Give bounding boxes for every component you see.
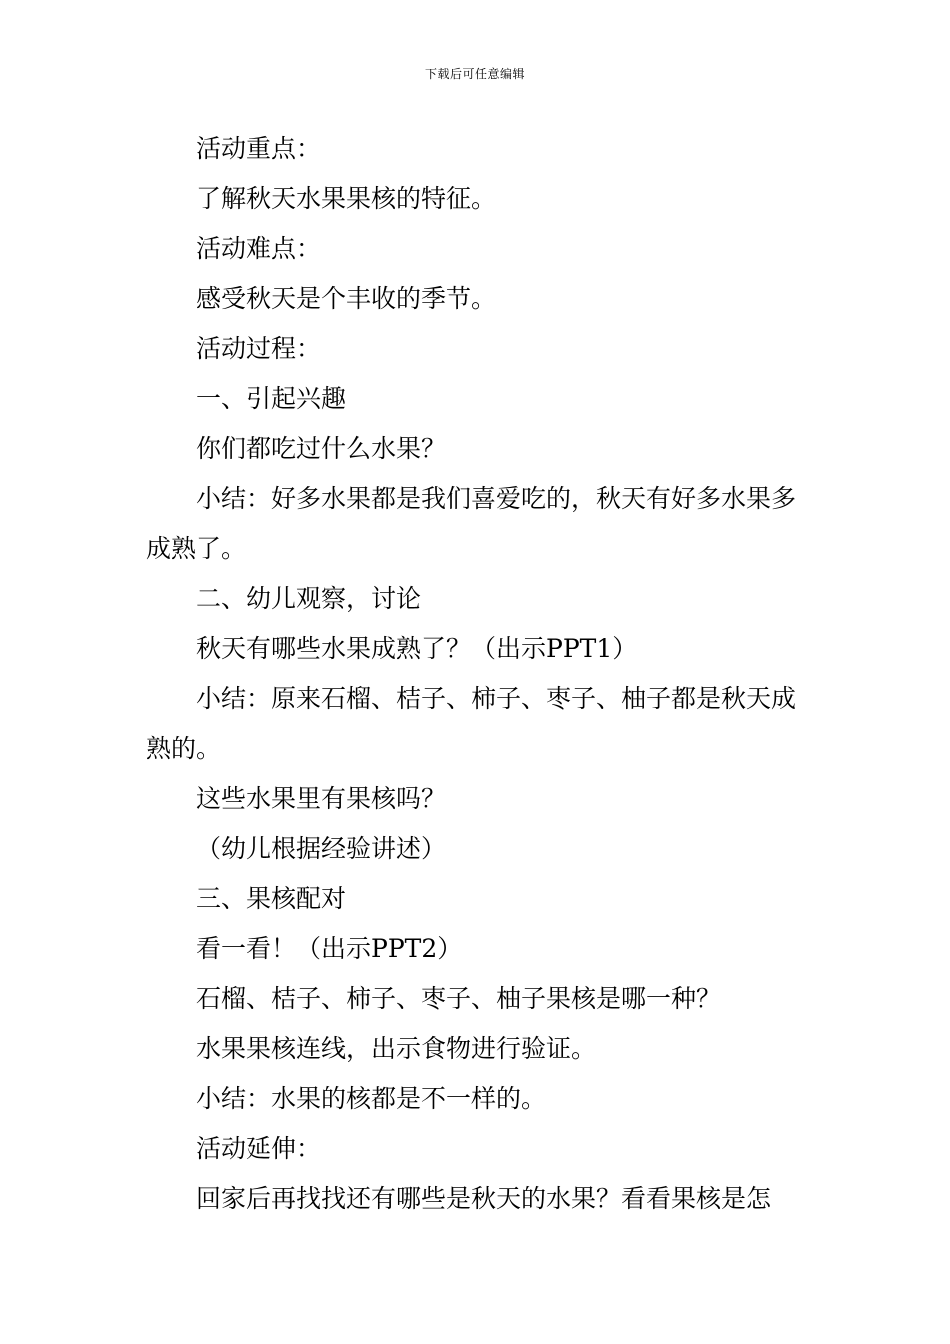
paragraph: 这些水果里有果核吗？ bbox=[196, 784, 447, 813]
document-body bbox=[146, 124, 812, 1224]
paragraph: 活动延伸： bbox=[196, 1134, 322, 1163]
paragraph: （幼儿根据经验讲述） bbox=[196, 834, 447, 863]
paragraph: 活动重点： bbox=[196, 134, 322, 163]
paragraph: 看一看！（出示PPT2） bbox=[196, 934, 463, 963]
paragraph: 石榴、桔子、柿子、枣子、柚子果核是哪一种？ bbox=[196, 984, 722, 1013]
page-header-note: 下载后可任意编辑 bbox=[424, 67, 525, 81]
paragraph: 你们都吃过什么水果？ bbox=[196, 434, 447, 463]
paragraph: 小结：原来石榴、桔子、柿子、枣子、柚子都是秋天成熟的。 bbox=[146, 684, 797, 763]
paragraph: 三、果核配对 bbox=[196, 884, 347, 913]
paragraph: 回家后再找找还有哪些是秋天的水果？看看果核是怎 bbox=[196, 1184, 772, 1213]
paragraph: 秋天有哪些水果成熟了？（出示PPT1） bbox=[196, 634, 638, 663]
paragraph: 了解秋天水果果核的特征。 bbox=[196, 184, 497, 213]
paragraph: 感受秋天是个丰收的季节。 bbox=[196, 284, 497, 313]
paragraph: 小结：好多水果都是我们喜爱吃的，秋天有好多水果多成熟了。 bbox=[146, 484, 797, 563]
paragraph: 水果果核连线，出示食物进行验证。 bbox=[196, 1034, 597, 1063]
paragraph: 小结：水果的核都是不一样的。 bbox=[196, 1084, 547, 1113]
paragraph: 活动难点： bbox=[196, 234, 322, 263]
paragraph: 活动过程： bbox=[196, 334, 322, 363]
paragraph: 一、引起兴趣 bbox=[196, 384, 347, 413]
paragraph: 二、幼儿观察，讨论 bbox=[196, 584, 422, 613]
